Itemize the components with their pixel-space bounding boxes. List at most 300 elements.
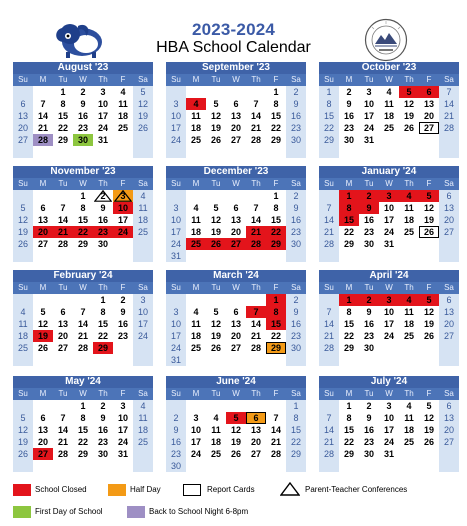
- empty-cell: [246, 146, 266, 158]
- day-cell: 15: [339, 424, 359, 436]
- day-cell: 8: [266, 202, 286, 214]
- empty-cell: [419, 146, 439, 158]
- legend-closed-label: School Closed: [35, 485, 87, 494]
- day-cell: 6: [33, 202, 53, 214]
- day-cell: 6: [439, 400, 459, 412]
- day-cell: 14: [246, 110, 266, 122]
- empty-cell: [399, 146, 419, 158]
- day-cell: 19: [226, 436, 246, 448]
- month-table: [13, 388, 153, 472]
- weekday-header: Sa: [439, 388, 459, 400]
- day-cell: 19: [13, 226, 33, 238]
- day-cell: 20: [13, 122, 33, 134]
- day-cell: 30: [73, 134, 93, 146]
- empty-cell: [186, 460, 206, 472]
- day-cell: 20: [246, 436, 266, 448]
- day-cell: 20: [226, 330, 246, 342]
- day-cell: 15: [266, 214, 286, 226]
- weekday-header: Th: [93, 74, 113, 86]
- weekday-header: Tu: [53, 388, 73, 400]
- day-cell: 22: [339, 436, 359, 448]
- day-cell: 14: [319, 318, 339, 330]
- day-cell: 2: [286, 190, 306, 202]
- empty-cell: [53, 294, 73, 306]
- day-cell: 8: [339, 202, 359, 214]
- day-cell: 21: [33, 122, 53, 134]
- day-cell: 24: [113, 226, 133, 238]
- day-cell: 16: [359, 214, 379, 226]
- day-cell: 25: [399, 330, 419, 342]
- day-cell: 12: [226, 424, 246, 436]
- day-cell: 18: [13, 330, 33, 342]
- day-cell: 27: [226, 238, 246, 250]
- day-cell: 25: [133, 436, 153, 448]
- day-cell: 14: [33, 110, 53, 122]
- month-title: June '24: [166, 376, 306, 388]
- weekday-header: W: [379, 388, 399, 400]
- month-3: [13, 166, 153, 262]
- empty-cell: [439, 342, 459, 354]
- day-cell: 26: [399, 122, 419, 134]
- day-cell: 20: [439, 424, 459, 436]
- day-cell: 18: [206, 436, 226, 448]
- day-cell: 5: [13, 412, 33, 424]
- day-cell: 22: [339, 226, 359, 238]
- day-cell: 21: [246, 122, 266, 134]
- day-cell: 28: [246, 342, 266, 354]
- legend-night-label: Back to School Night 6-8pm: [149, 507, 249, 516]
- weekday-header: M: [186, 178, 206, 190]
- day-cell: 28: [33, 134, 53, 146]
- day-cell: 18: [113, 110, 133, 122]
- day-cell: 6: [226, 98, 246, 110]
- empty-cell: [206, 354, 226, 366]
- day-cell: 20: [439, 214, 459, 226]
- weekday-header: Tu: [206, 74, 226, 86]
- day-cell: 26: [419, 226, 439, 238]
- weekday-header: Th: [399, 282, 419, 294]
- day-cell: 10: [379, 202, 399, 214]
- day-cell: 12: [419, 412, 439, 424]
- weekday-header: F: [266, 74, 286, 86]
- day-cell: 29: [266, 134, 286, 146]
- empty-cell: [399, 134, 419, 146]
- empty-cell: [133, 238, 153, 250]
- day-cell: 5: [399, 86, 419, 98]
- day-cell: 9: [93, 202, 113, 214]
- empty-cell: [339, 146, 359, 158]
- month-table: [13, 282, 153, 366]
- empty-cell: [53, 250, 73, 262]
- day-cell: 11: [399, 202, 419, 214]
- day-cell: 18: [133, 214, 153, 226]
- day-cell: 30: [339, 134, 359, 146]
- month-table: [319, 74, 459, 158]
- empty-cell: [286, 460, 306, 472]
- empty-cell: [206, 460, 226, 472]
- weekday-header: F: [266, 388, 286, 400]
- empty-cell: [226, 460, 246, 472]
- day-cell: 7: [33, 98, 53, 110]
- weekday-header: F: [113, 388, 133, 400]
- day-cell: 16: [166, 436, 186, 448]
- day-cell: 7: [439, 86, 459, 98]
- weekday-header: Su: [166, 282, 186, 294]
- empty-cell: [166, 86, 186, 98]
- empty-cell: [266, 460, 286, 472]
- weekday-header: Sa: [133, 388, 153, 400]
- day-cell: 12: [206, 214, 226, 226]
- day-cell: 1: [266, 190, 286, 202]
- day-cell: 3: [93, 86, 113, 98]
- first-day-swatch-icon: [13, 506, 31, 518]
- empty-cell: [226, 250, 246, 262]
- weekday-header: Tu: [359, 178, 379, 190]
- day-cell: 31: [166, 250, 186, 262]
- weekday-header: W: [226, 74, 246, 86]
- day-cell: 18: [186, 122, 206, 134]
- day-cell: 24: [186, 448, 206, 460]
- day-cell: 30: [286, 238, 306, 250]
- empty-cell: [93, 250, 113, 262]
- day-cell: 1: [266, 294, 286, 306]
- empty-cell: [93, 460, 113, 472]
- day-cell: 13: [53, 318, 73, 330]
- empty-cell: [33, 190, 53, 202]
- day-cell: 13: [226, 318, 246, 330]
- weekday-header: W: [379, 74, 399, 86]
- weekday-header: Th: [399, 388, 419, 400]
- day-cell: 4: [133, 190, 153, 202]
- day-cell: 3: [166, 202, 186, 214]
- day-cell: 7: [246, 306, 266, 318]
- calendar-year: 2023-2024: [191, 20, 276, 39]
- empty-cell: [399, 342, 419, 354]
- empty-cell: [186, 294, 206, 306]
- empty-cell: [226, 86, 246, 98]
- weekday-header: Su: [319, 388, 339, 400]
- empty-cell: [133, 250, 153, 262]
- day-cell: 14: [53, 424, 73, 436]
- month-title: December '23: [166, 166, 306, 178]
- day-cell: 19: [206, 330, 226, 342]
- empty-cell: [186, 354, 206, 366]
- weekday-header: Tu: [206, 388, 226, 400]
- day-cell: 19: [206, 122, 226, 134]
- month-1: [166, 62, 306, 158]
- day-cell: 29: [73, 448, 93, 460]
- empty-cell: [419, 238, 439, 250]
- empty-cell: [246, 86, 266, 98]
- empty-cell: [133, 134, 153, 146]
- weekday-header: F: [266, 178, 286, 190]
- day-cell: 6: [33, 412, 53, 424]
- weekday-header: Th: [93, 388, 113, 400]
- day-cell: 13: [226, 110, 246, 122]
- day-cell: 14: [266, 424, 286, 436]
- day-cell: 5: [13, 202, 33, 214]
- empty-cell: [13, 294, 33, 306]
- day-cell: 27: [13, 134, 33, 146]
- empty-cell: [113, 342, 133, 354]
- day-cell: 7: [319, 306, 339, 318]
- empty-cell: [93, 354, 113, 366]
- empty-cell: [166, 190, 186, 202]
- day-cell: 18: [379, 110, 399, 122]
- weekday-header: Tu: [359, 74, 379, 86]
- month-6: [13, 270, 153, 366]
- day-cell: 13: [439, 306, 459, 318]
- day-cell: 23: [286, 122, 306, 134]
- empty-cell: [359, 250, 379, 262]
- day-cell: 17: [186, 436, 206, 448]
- day-cell: 3: [113, 190, 133, 202]
- day-cell: 7: [53, 412, 73, 424]
- day-cell: 9: [286, 202, 306, 214]
- weekday-header: M: [186, 282, 206, 294]
- empty-cell: [13, 460, 33, 472]
- day-cell: 9: [286, 306, 306, 318]
- weekday-header: M: [33, 74, 53, 86]
- day-cell: 31: [113, 448, 133, 460]
- empty-cell: [53, 146, 73, 158]
- month-title: August '23: [13, 62, 153, 74]
- day-cell: 19: [206, 226, 226, 238]
- day-cell: 17: [379, 318, 399, 330]
- day-cell: 4: [399, 190, 419, 202]
- empty-cell: [399, 448, 419, 460]
- weekday-header: F: [419, 74, 439, 86]
- day-cell: 14: [439, 98, 459, 110]
- day-cell: 12: [33, 318, 53, 330]
- day-cell: 2: [93, 400, 113, 412]
- empty-cell: [419, 250, 439, 262]
- day-cell: 22: [73, 436, 93, 448]
- day-cell: 16: [359, 424, 379, 436]
- weekday-header: W: [73, 282, 93, 294]
- empty-cell: [266, 250, 286, 262]
- weekday-header: Tu: [53, 178, 73, 190]
- day-cell: 3: [379, 294, 399, 306]
- day-cell: 10: [133, 306, 153, 318]
- day-cell: 3: [359, 86, 379, 98]
- day-cell: 9: [73, 98, 93, 110]
- empty-cell: [33, 354, 53, 366]
- day-cell: 4: [186, 98, 206, 110]
- day-cell: 21: [53, 226, 73, 238]
- empty-cell: [133, 460, 153, 472]
- weekday-header: Tu: [53, 74, 73, 86]
- day-cell: 20: [33, 226, 53, 238]
- day-cell: 3: [379, 190, 399, 202]
- calendar-title: HBA School Calendar: [156, 39, 311, 56]
- day-cell: 3: [379, 400, 399, 412]
- empty-cell: [319, 190, 339, 202]
- empty-cell: [319, 146, 339, 158]
- empty-cell: [13, 400, 33, 412]
- day-cell: 23: [93, 436, 113, 448]
- month-4: [166, 166, 306, 262]
- day-cell: 16: [113, 318, 133, 330]
- empty-cell: [246, 354, 266, 366]
- day-cell: 24: [113, 436, 133, 448]
- day-cell: 13: [246, 424, 266, 436]
- empty-cell: [246, 190, 266, 202]
- day-cell: 17: [166, 330, 186, 342]
- day-cell: 26: [133, 122, 153, 134]
- day-cell: 2: [286, 294, 306, 306]
- weekday-header: Th: [246, 178, 266, 190]
- day-cell: 4: [379, 86, 399, 98]
- empty-cell: [186, 250, 206, 262]
- day-cell: 15: [266, 110, 286, 122]
- day-cell: 15: [339, 318, 359, 330]
- day-cell: 2: [286, 86, 306, 98]
- day-cell: 28: [73, 342, 93, 354]
- day-cell: 31: [93, 134, 113, 146]
- empty-cell: [33, 294, 53, 306]
- weekday-header: Sa: [286, 282, 306, 294]
- day-cell: 2: [113, 294, 133, 306]
- day-cell: 12: [133, 98, 153, 110]
- day-cell: 16: [359, 318, 379, 330]
- day-cell: 15: [93, 318, 113, 330]
- half-day-swatch-icon: [108, 484, 126, 496]
- empty-cell: [379, 342, 399, 354]
- day-cell: 22: [286, 436, 306, 448]
- month-table: [319, 282, 459, 366]
- empty-cell: [166, 400, 186, 412]
- weekday-header: Su: [319, 178, 339, 190]
- day-cell: 1: [53, 86, 73, 98]
- weekday-header: Sa: [286, 74, 306, 86]
- day-cell: 9: [113, 306, 133, 318]
- day-cell: 1: [339, 294, 359, 306]
- empty-cell: [246, 250, 266, 262]
- day-cell: 5: [419, 294, 439, 306]
- day-cell: 23: [286, 226, 306, 238]
- day-cell: 8: [339, 412, 359, 424]
- empty-cell: [379, 134, 399, 146]
- weekday-header: W: [73, 388, 93, 400]
- day-cell: 17: [133, 318, 153, 330]
- day-cell: 18: [399, 318, 419, 330]
- weekday-header: M: [339, 74, 359, 86]
- day-cell: 19: [399, 110, 419, 122]
- empty-cell: [399, 250, 419, 262]
- empty-cell: [419, 354, 439, 366]
- month-title: October '23: [319, 62, 459, 74]
- empty-cell: [439, 238, 459, 250]
- day-cell: 10: [186, 424, 206, 436]
- weekday-header: Su: [13, 282, 33, 294]
- weekday-header: Th: [246, 388, 266, 400]
- day-cell: 25: [113, 122, 133, 134]
- day-cell: 8: [53, 98, 73, 110]
- day-cell: 4: [206, 412, 226, 424]
- day-cell: 5: [33, 306, 53, 318]
- weekday-header: M: [339, 282, 359, 294]
- day-cell: 22: [339, 330, 359, 342]
- day-cell: 23: [286, 330, 306, 342]
- weekday-header: Th: [399, 178, 419, 190]
- weekday-header: Su: [13, 178, 33, 190]
- day-cell: 22: [266, 122, 286, 134]
- weekday-header: Th: [399, 74, 419, 86]
- day-cell: 23: [73, 122, 93, 134]
- empty-cell: [419, 134, 439, 146]
- empty-cell: [33, 400, 53, 412]
- empty-cell: [399, 354, 419, 366]
- day-cell: 30: [359, 342, 379, 354]
- empty-cell: [166, 146, 186, 158]
- empty-cell: [319, 250, 339, 262]
- day-cell: 2: [359, 190, 379, 202]
- empty-cell: [33, 86, 53, 98]
- day-cell: 27: [419, 122, 439, 134]
- empty-cell: [53, 400, 73, 412]
- day-cell: 7: [73, 306, 93, 318]
- month-10: [166, 376, 306, 472]
- day-cell: 9: [93, 412, 113, 424]
- empty-cell: [419, 460, 439, 472]
- day-cell: 5: [226, 412, 246, 424]
- day-cell: 15: [53, 110, 73, 122]
- month-title: May '24: [13, 376, 153, 388]
- empty-cell: [286, 146, 306, 158]
- day-cell: 23: [359, 330, 379, 342]
- day-cell: 16: [286, 318, 306, 330]
- day-cell: 30: [286, 134, 306, 146]
- weekday-header: F: [419, 388, 439, 400]
- day-cell: 5: [206, 202, 226, 214]
- day-cell: 11: [186, 110, 206, 122]
- day-cell: 23: [93, 226, 113, 238]
- day-cell: 26: [206, 134, 226, 146]
- empty-cell: [379, 146, 399, 158]
- empty-cell: [73, 354, 93, 366]
- day-cell: 25: [186, 238, 206, 250]
- weekday-header: M: [339, 178, 359, 190]
- empty-cell: [439, 460, 459, 472]
- weekday-header: W: [226, 178, 246, 190]
- day-cell: 17: [379, 424, 399, 436]
- day-cell: 29: [73, 238, 93, 250]
- weekday-header: F: [113, 282, 133, 294]
- day-cell: 13: [33, 214, 53, 226]
- empty-cell: [419, 342, 439, 354]
- empty-cell: [226, 354, 246, 366]
- day-cell: 13: [33, 424, 53, 436]
- day-cell: 25: [206, 448, 226, 460]
- empty-cell: [53, 190, 73, 202]
- weekday-header: F: [419, 282, 439, 294]
- day-cell: 2: [93, 190, 113, 202]
- day-cell: 3: [133, 294, 153, 306]
- empty-cell: [53, 460, 73, 472]
- weekday-header: W: [226, 282, 246, 294]
- month-2: [319, 62, 459, 158]
- empty-cell: [359, 460, 379, 472]
- day-cell: 3: [166, 98, 186, 110]
- day-cell: 17: [166, 226, 186, 238]
- day-cell: 24: [166, 134, 186, 146]
- day-cell: 8: [266, 98, 286, 110]
- empty-cell: [206, 250, 226, 262]
- day-cell: 9: [359, 306, 379, 318]
- day-cell: 10: [113, 202, 133, 214]
- empty-cell: [319, 400, 339, 412]
